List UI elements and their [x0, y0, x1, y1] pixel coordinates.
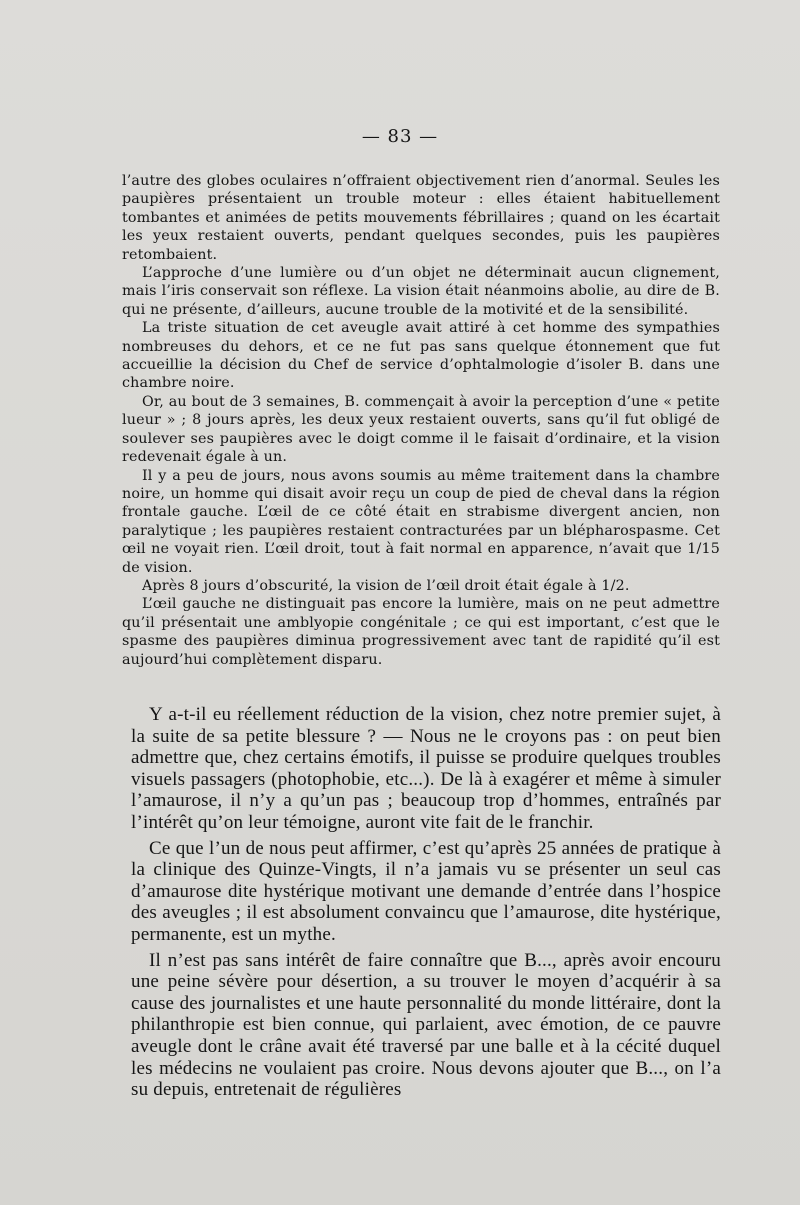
paragraph: L’œil gauche ne distinguait pas encore la lumière, mais on ne peut admettre qu’il présentait une amblyopie congénitale ; ce qui est important, c’est que le spasme des paupières diminua progressivement avec tant de rapidité qu’il est aujourd’hui complètement disparu. [122, 596, 720, 668]
paragraph: Il n’est pas sans intérêt de faire connaître que B..., après avoir encouru une peine sévère pour désertion, a su trouver le moyen d’acquérir à sa cause des journalistes et une haute personnalité du monde littéraire, dont la philanthropie est bien connue, qui parlaient, avec émotion, de ce pauvre aveugle dont le crâne avait été traversé par une balle et à la cécité duquel les médecins ne voulaient pas croire. Nous devons ajouter que B..., on l’a su depuis, entretenait de régulières [131, 949, 721, 1101]
page-number: — 83 — [361, 126, 439, 147]
paragraph: Y a-t-il eu réellement réduction de la vision, chez notre premier sujet, à la suite de sa petite blessure ? — Nous ne le croyons pas : on peut bien admettre que, chez certains émotifs, il puisse se produire quelques troubles visuels passagers (photophobie, etc...). De là à exagérer et même à simuler l’amaurose, il n’y a qu’un pas ; beaucoup trop d’hommes, entraînés par l’intérêt qu’on leur témoigne, auront vite fait de le franchir. [131, 704, 721, 833]
paragraph: Ce que l’un de nous peut affirmer, c’est qu’après 25 années de pratique à la clinique des Quinze-Vingts, il n’a jamais vu se présenter un seul cas d’amaurose dite hystérique motivant une demande d’entrée dans l’hospice des aveugles ; il est absolument convaincu que l’amaurose, dite hystérique, permanente, est un mythe. [131, 837, 721, 945]
paragraph: L’approche d’une lumière ou d’un objet ne déterminait aucun clignement, mais l’iris conservait son réflexe. La vision était néanmoins abolie, au dire de B. qui ne présente, d’ailleurs, aucune trouble de la motivité et de la sensibilité. [122, 265, 720, 318]
paragraph: Après 8 jours d’obscurité, la vision de l’œil droit était égale à 1/2. [142, 577, 630, 594]
paragraph: l’autre des globes oculaires n’offraient objectivement rien d’anormal. Seules les paupières présentaient un trouble moteur : elles étaient habituellement tombantes et animées de petits mouvements fébrillaires ; quand on les écartait les yeux restaient ouverts, pendant quelques secondes, puis les paupières retombaient. [122, 173, 720, 263]
small-print-section [122, 172, 720, 669]
paragraph: Il y a peu de jours, nous avons soumis au même traitement dans la chambre noire, un homme qui disait avoir reçu un coup de pied de cheval dans la région frontale gauche. L’œil de ce côté était en strabisme divergent ancien, non paralytique ; les paupières restaient contracturées par un blépharospasme. Cet œil ne voyait rien. L’œil droit, tout à fait normal en apparence, n’avait que 1/15 de vision. [122, 467, 720, 576]
paragraph: La triste situation de cet aveugle avait attiré à cet homme des sympathies nombreuses du dehors, et ce ne fut pas sans quelque étonnement que fut accueillie la décision du Chef de service d’ophtalmologie d’isoler B. dans une chambre noire. [122, 320, 720, 392]
main-text-section [131, 704, 721, 1105]
paragraph: Or, au bout de 3 semaines, B. commençait à avoir la perception d’une « petite lueur » ; 8 jours après, les deux yeux restaient ouverts, sans qu’il fut obligé de soulever ses paupières avec le doigt comme il le faisait d’ordinaire, et la vision redevenait égale à un. [122, 393, 720, 466]
